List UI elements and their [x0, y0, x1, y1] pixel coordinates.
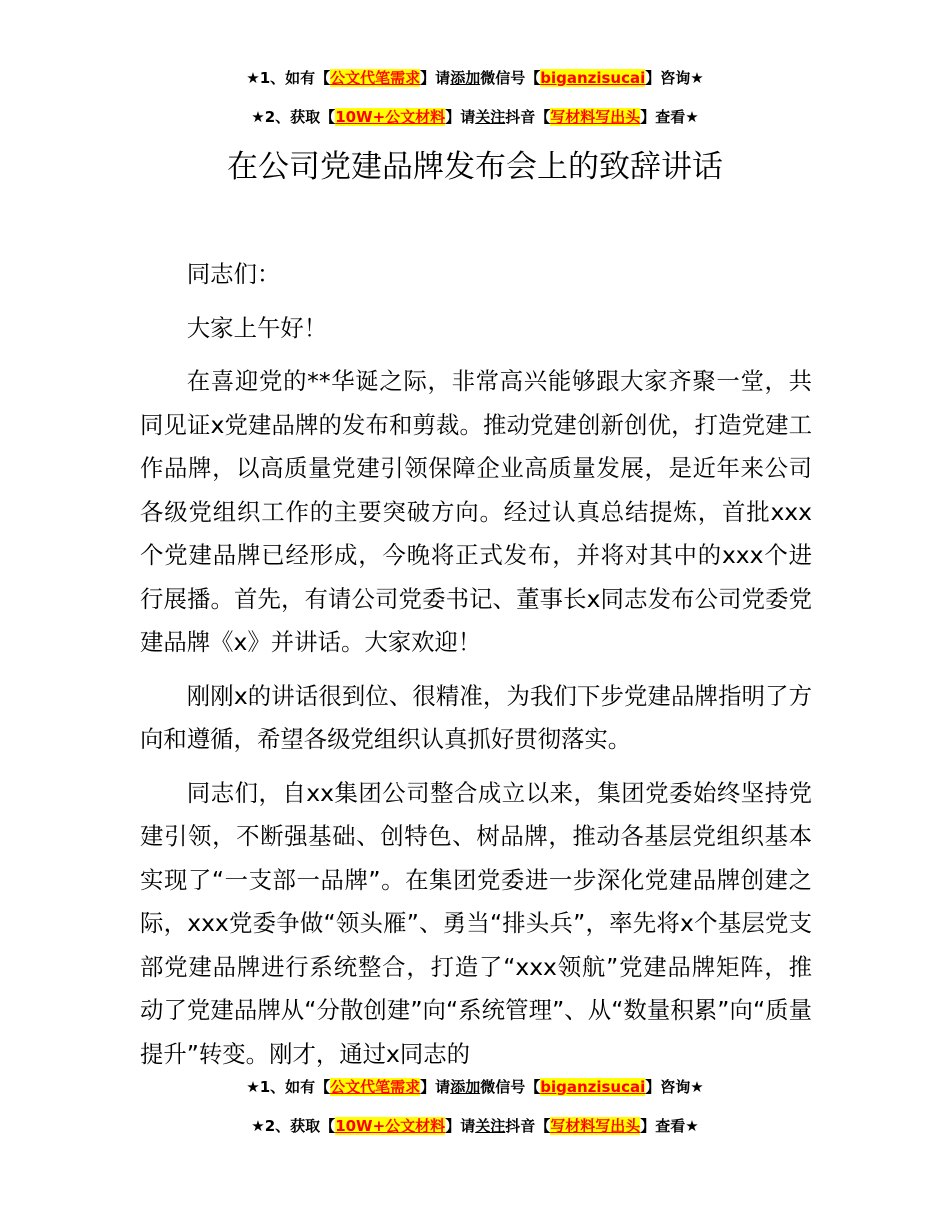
promo-text: 】咨询★: [645, 69, 704, 87]
top-promo-line-2: [0, 106, 950, 128]
promo-text: 】请: [420, 69, 451, 87]
promo-text: 微信号【: [480, 69, 541, 87]
body-paragraph: 刚刚x的讲话很到位、很精准，为我们下步党建品牌指明了方向和遵循，希望各级党组织认真抓好贯彻落实。: [140, 681, 812, 753]
body-paragraph: 在喜迎党的**华诞之际，非常高兴能够跟大家齐聚一堂，共同见证x党建品牌的发布和剪裁。推动党建创新创优，打造党建工作品牌，以高质量党建引领保障企业高质量发展，是近年来公司各级党组织工作的主要突破方向。经过认真总结提炼，首批xxx个党建品牌已经形成，今晚将正式发布，并将对其中的xxx个进行展播。首先，有请公司党委书记、董事长x同志发布公司党委党建品牌《x》并讲话。大家欢迎！: [140, 367, 812, 656]
promo-text: 抖音【: [505, 108, 551, 126]
promo-text: 】查看★: [640, 108, 699, 126]
promo-underline: 关注: [475, 108, 506, 126]
promo-douyin-id: 写材料写出头: [550, 108, 641, 126]
bottom-promo-line-2: [0, 1115, 950, 1137]
promo-text: 微信号【: [480, 1078, 541, 1096]
promo-text: ★1、如有【: [246, 69, 331, 87]
promo-text: 】请: [445, 1117, 476, 1135]
promo-underline: 添加: [450, 69, 481, 87]
promo-text: 】请: [445, 108, 476, 126]
promo-highlight: 10W+公文材料: [335, 1117, 446, 1135]
promo-highlight: 公文代笔需求: [330, 1078, 421, 1096]
promo-highlight: 10W+公文材料: [335, 108, 446, 126]
salutation: 同志们：: [186, 260, 281, 288]
promo-underline: 关注: [475, 1117, 506, 1135]
promo-underline: 添加: [450, 1078, 481, 1096]
promo-text: 】请: [420, 1078, 451, 1096]
document-body: [140, 253, 812, 1076]
promo-wechat-id: biganzisucai: [540, 69, 646, 87]
promo-text: ★1、如有【: [246, 1078, 331, 1096]
promo-highlight: 公文代笔需求: [330, 69, 421, 87]
greeting: 大家上午好！: [186, 313, 328, 342]
body-paragraph: 同志们，自xx集团公司整合成立以来，集团党委始终坚持党建引领，不断强基础、创特色、树品牌，推动各基层党组织基本实现了“一支部一品牌”。在集团党委进一步深化党建品牌创建之际，xxx党委争做“领头雁”、勇当“排头兵”，率先将x个基层党支部党建品牌进行系统整合，打造了“xxx领航”党建品牌矩阵，推动了党建品牌从“分散创建”向“系统管理”、从“数量积累”向“质量提升”转变。刚才，通过x同志的: [140, 778, 812, 1068]
promo-douyin-id: 写材料写出头: [550, 1117, 641, 1135]
promo-text: 】查看★: [640, 1117, 699, 1135]
promo-wechat-id: biganzisucai: [540, 1078, 646, 1096]
promo-text: 】咨询★: [645, 1078, 704, 1096]
bottom-promo-line-1: [0, 1076, 950, 1098]
document-title: 在公司党建品牌发布会上的致辞讲话: [227, 149, 723, 185]
promo-text: ★2、获取【: [251, 108, 336, 126]
top-promo-line-1: [0, 67, 950, 89]
promo-text: ★2、获取【: [251, 1117, 336, 1135]
promo-text: 抖音【: [505, 1117, 551, 1135]
